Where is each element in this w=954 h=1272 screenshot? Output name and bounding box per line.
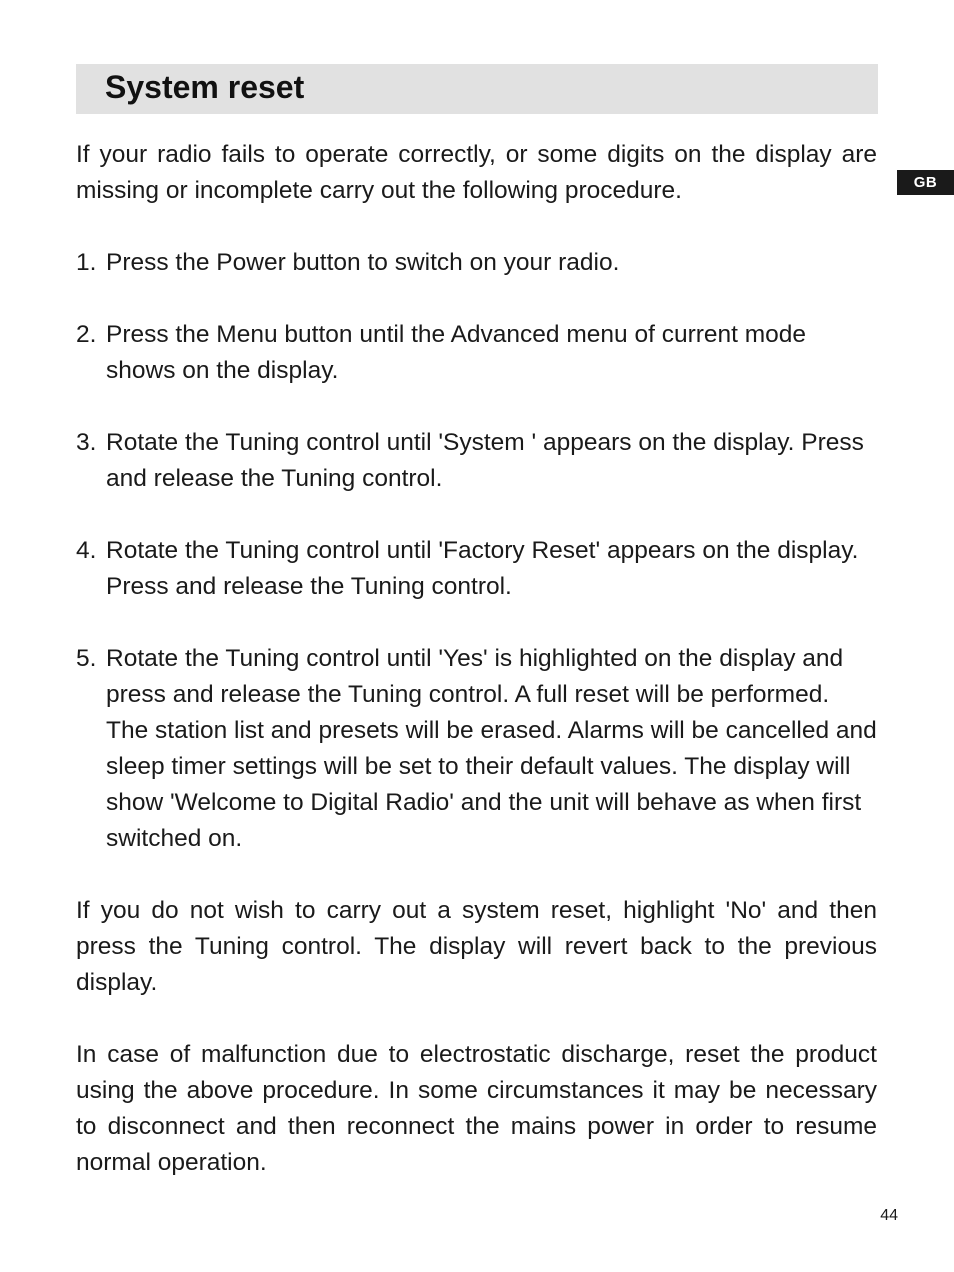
step-text: Rotate the Tuning control until 'System ' appears on the display. Press and release the Tuning control. <box>106 429 864 492</box>
step-number: 3. <box>76 429 97 456</box>
list-item <box>76 641 877 857</box>
page-number: 44 <box>880 1207 898 1224</box>
intro-paragraph: If your radio fails to operate correctly, or some digits on the display are missing or incomplete carry out the following procedure. <box>76 141 877 204</box>
step-text: Press the Power button to switch on your radio. <box>106 249 620 276</box>
section-header <box>76 64 878 114</box>
step-number: 1. <box>76 249 97 276</box>
esd-paragraph: In case of malfunction due to electrostatic discharge, reset the product using the above procedure. In some circumstances it may be necessary to disconnect and then reconnect the mains power in order to resume normal operation. <box>76 1041 877 1176</box>
no-reset-paragraph: If you do not wish to carry out a system reset, highlight 'No' and then press the Tuning control. The display will revert back to the previous display. <box>76 897 877 996</box>
list-item <box>76 533 877 605</box>
step-number: 4. <box>76 537 97 564</box>
list-item <box>76 245 877 281</box>
list-item <box>76 317 877 389</box>
procedure-steps <box>76 245 877 857</box>
step-text: Rotate the Tuning control until 'Factory Reset' appears on the display. Press and release the Tuning control. <box>106 537 859 600</box>
step-number: 5. <box>76 645 97 672</box>
page-title: System reset <box>105 69 305 105</box>
step-text: Press the Menu button until the Advanced menu of current mode shows on the display. <box>106 321 807 384</box>
step-text: Rotate the Tuning control until 'Yes' is highlighted on the display and press and release the Tuning control. A full reset will be performed. The station list and presets will be erased. Alarms will be cancelled and sleep timer settings will be set to their default values. The display will show 'Welcome to Digital Radio' and the unit will behave as when first switched on. <box>106 645 877 852</box>
list-item <box>76 425 877 497</box>
document-body <box>76 137 877 1217</box>
step-number: 2. <box>76 321 97 348</box>
language-tab: GB <box>897 170 954 195</box>
